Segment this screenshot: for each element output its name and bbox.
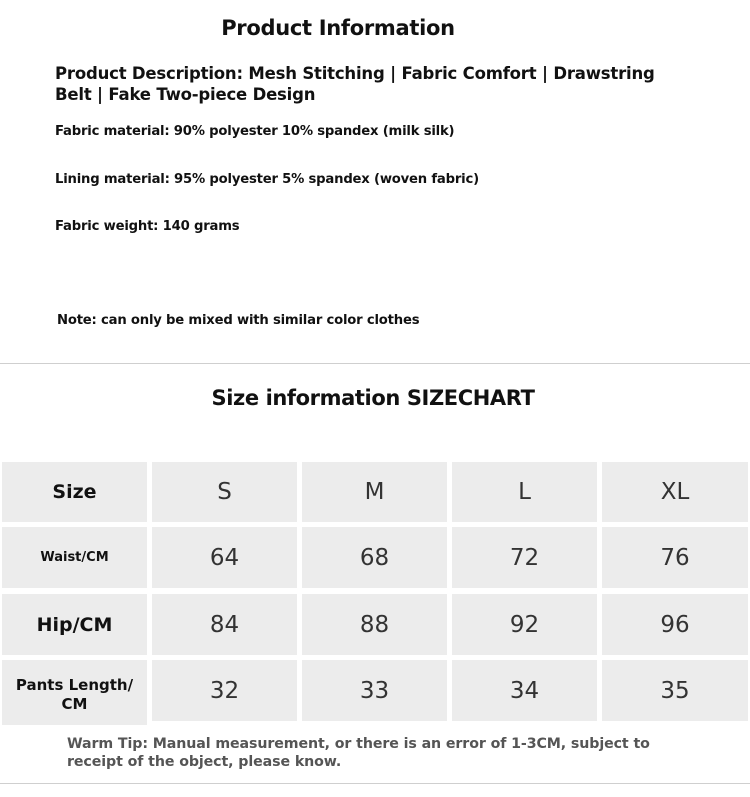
pants-length-m-cell: 33 — [302, 660, 447, 721]
size-m-cell: M — [302, 462, 447, 522]
waist-label-cell: Waist/CM — [2, 527, 147, 588]
pants-length-xl-cell: 35 — [602, 660, 748, 721]
hip-l-cell: 92 — [452, 594, 597, 655]
lining-material: Lining material: 95% polyester 5% spandex (woven fabric) — [55, 172, 479, 187]
hip-s-cell: 84 — [152, 594, 297, 655]
bottom-divider — [0, 783, 750, 784]
hip-label-cell: Hip/CM — [2, 594, 147, 655]
pants-length-label-cell: Pants Length/ CM — [2, 660, 147, 725]
size-header-cell: Size — [2, 462, 147, 522]
waist-s-cell: 64 — [152, 527, 297, 588]
pants-length-l-cell: 34 — [452, 660, 597, 721]
warm-tip: Warm Tip: Manual measurement, or there is an error of 1-3CM, subject to receipt of the object, please know. — [67, 736, 650, 770]
size-chart-table — [0, 460, 750, 722]
fabric-weight: Fabric weight: 140 grams — [55, 219, 240, 234]
size-xl-cell: XL — [602, 462, 748, 522]
waist-l-cell: 72 — [452, 527, 597, 588]
section-divider — [0, 363, 750, 364]
fabric-material: Fabric material: 90% polyester 10% spandex (milk silk) — [55, 124, 455, 139]
hip-xl-cell: 96 — [602, 594, 748, 655]
product-description: Product Description: Mesh Stitching | Fabric Comfort | Drawstring Belt | Fake Two-piece Design — [55, 64, 655, 104]
size-s-cell: S — [152, 462, 297, 522]
hip-m-cell: 88 — [302, 594, 447, 655]
product-info-title: Product Information — [221, 16, 455, 40]
pants-length-s-cell: 32 — [152, 660, 297, 721]
waist-xl-cell: 76 — [602, 527, 748, 588]
size-chart-title: Size information SIZECHART — [211, 386, 535, 410]
waist-m-cell: 68 — [302, 527, 447, 588]
mixing-note: Note: can only be mixed with similar color clothes — [57, 313, 420, 328]
size-l-cell: L — [452, 462, 597, 522]
